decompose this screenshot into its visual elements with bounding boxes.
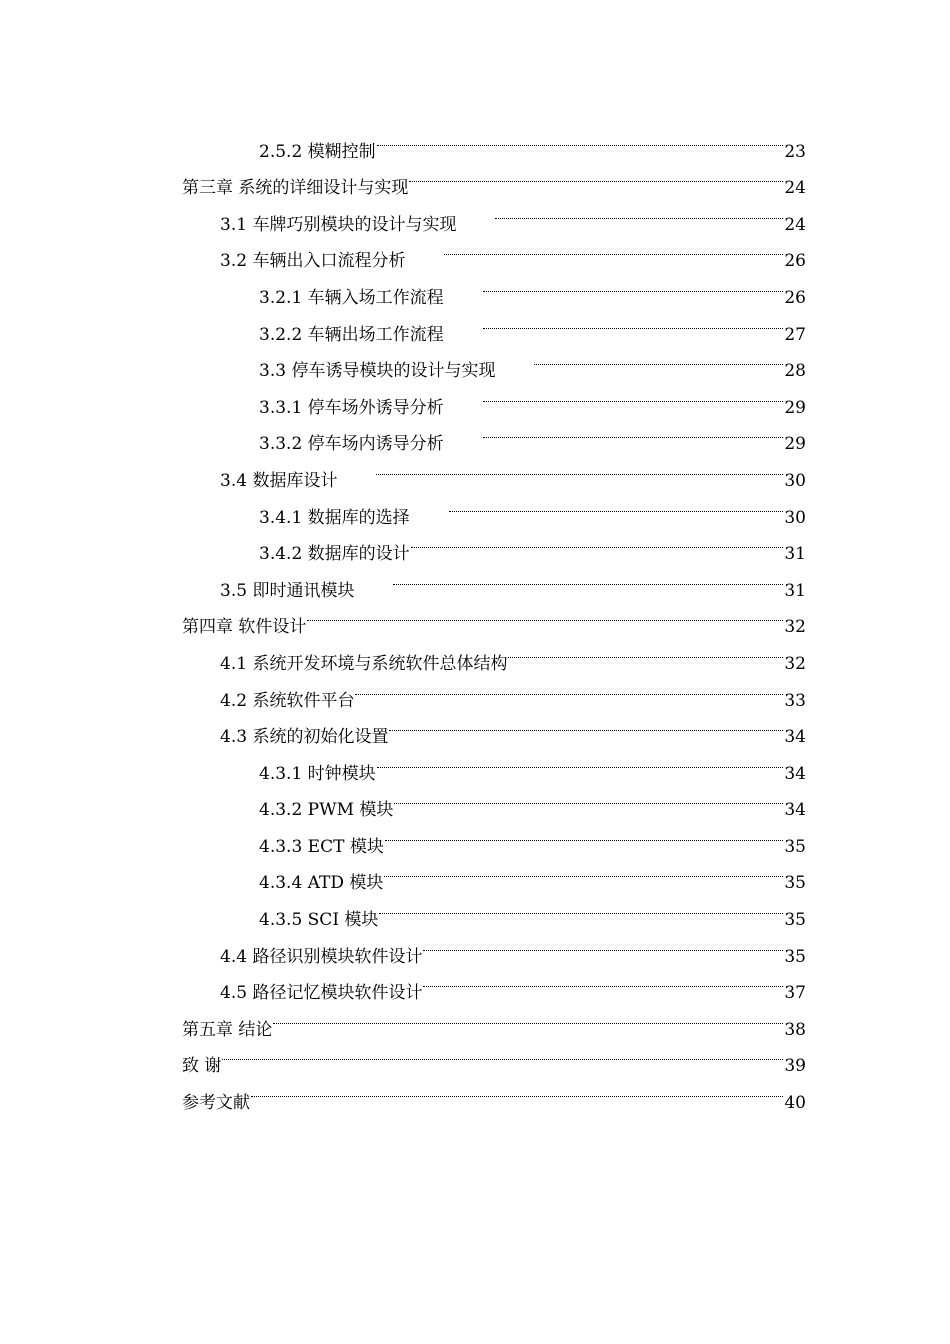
table-of-contents <box>182 120 806 1114</box>
toc-entry[interactable] <box>182 1071 806 1114</box>
toc-entry-title: 4.5 路径记忆模块软件设计 <box>220 983 423 1004</box>
toc-entry-title: 4.3.3 ECT 模块 <box>259 836 384 857</box>
toc-entry[interactable] <box>182 120 806 162</box>
toc-entry[interactable] <box>182 303 806 345</box>
toc-dot-leader <box>508 632 783 669</box>
toc-entry-title: 第四章 软件设计 <box>182 617 307 638</box>
toc-entry[interactable] <box>182 779 806 821</box>
toc-entry[interactable] <box>182 669 806 711</box>
toc-entry[interactable] <box>182 632 806 674</box>
toc-entry-title: 4.3.1 时钟模块 <box>259 763 376 784</box>
toc-dot-leader <box>384 852 783 889</box>
toc-entry-title: 3.4 数据库设计 <box>220 470 338 491</box>
toc-entry-page-number: 33 <box>784 690 806 711</box>
toc-dot-leader <box>355 669 783 706</box>
toc-entry-title: 4.3.5 SCI 模块 <box>259 910 379 931</box>
toc-dot-leader <box>376 449 783 486</box>
toc-dot-leader <box>534 340 783 377</box>
toc-entry-page-number: 26 <box>784 251 806 272</box>
toc-entry-page-number: 27 <box>784 324 806 345</box>
toc-entry-title: 参考文献 <box>182 1093 250 1114</box>
toc-dot-leader <box>483 303 784 340</box>
toc-entry-page-number: 32 <box>784 653 806 674</box>
toc-entry-page-number: 28 <box>784 361 806 382</box>
toc-entry[interactable] <box>182 413 806 455</box>
toc-dot-leader <box>379 888 783 925</box>
toc-dot-leader <box>307 596 783 633</box>
toc-entry-page-number: 35 <box>784 836 806 857</box>
toc-entry[interactable] <box>182 230 806 272</box>
toc-dot-leader <box>251 1071 783 1108</box>
toc-dot-leader <box>444 230 783 267</box>
toc-entry-page-number: 26 <box>784 287 806 308</box>
toc-entry[interactable] <box>182 449 806 491</box>
toc-entry-page-number: 24 <box>784 214 806 235</box>
toc-entry-title: 4.4 路径识别模块软件设计 <box>220 946 423 967</box>
toc-dot-leader <box>411 523 784 560</box>
toc-entry[interactable] <box>182 815 806 857</box>
toc-entry-title: 3.1 车牌巧别模块的设计与实现 <box>220 214 457 235</box>
toc-entry[interactable] <box>182 376 806 418</box>
toc-dot-leader <box>483 266 784 303</box>
toc-entry[interactable] <box>182 1035 806 1077</box>
toc-entry-page-number: 30 <box>784 507 806 528</box>
toc-entry[interactable] <box>182 962 806 1004</box>
toc-entry-page-number: 35 <box>784 910 806 931</box>
toc-entry-title: 4.3 系统的初始化设置 <box>220 727 389 748</box>
toc-entry-page-number: 37 <box>784 983 806 1004</box>
toc-entry-title: 3.3.1 停车场外诱导分析 <box>259 397 444 418</box>
toc-dot-leader <box>377 742 784 779</box>
toc-entry[interactable] <box>182 157 806 199</box>
toc-dot-leader <box>423 925 783 962</box>
toc-entry[interactable] <box>182 925 806 967</box>
toc-entry[interactable] <box>182 852 806 894</box>
toc-entry-title: 4.2 系统软件平台 <box>220 690 355 711</box>
toc-entry[interactable] <box>182 523 806 565</box>
toc-entry[interactable] <box>182 340 806 382</box>
toc-entry-page-number: 30 <box>784 470 806 491</box>
toc-entry[interactable] <box>182 742 806 784</box>
toc-entry-title: 第五章 结论 <box>182 1019 273 1040</box>
toc-entry-title: 3.3 停车诱导模块的设计与实现 <box>259 361 496 382</box>
toc-dot-leader <box>449 486 784 523</box>
toc-entry-page-number: 34 <box>784 727 806 748</box>
toc-entry-page-number: 35 <box>784 873 806 894</box>
toc-entry-title: 3.2.1 车辆入场工作流程 <box>259 287 444 308</box>
toc-entry-title: 致 谢 <box>182 1056 222 1077</box>
toc-entry-title: 3.5 即时通讯模块 <box>220 580 355 601</box>
toc-entry-title: 3.2 车辆出入口流程分析 <box>220 251 406 272</box>
toc-entry-page-number: 23 <box>784 141 806 162</box>
toc-entry-title: 3.4.1 数据库的选择 <box>259 507 410 528</box>
toc-entry[interactable] <box>182 193 806 235</box>
toc-dot-leader <box>423 962 783 999</box>
toc-entry-title: 4.3.4 ATD 模块 <box>259 873 384 894</box>
toc-entry-title: 3.2.2 车辆出场工作流程 <box>259 324 444 345</box>
toc-entry[interactable] <box>182 266 806 308</box>
toc-entry-page-number: 38 <box>784 1019 806 1040</box>
toc-entry-page-number: 34 <box>784 763 806 784</box>
toc-entry-title: 4.3.2 PWM 模块 <box>259 800 394 821</box>
toc-dot-leader <box>389 706 783 743</box>
toc-entry[interactable] <box>182 706 806 748</box>
toc-entry[interactable] <box>182 888 806 931</box>
toc-entry[interactable] <box>182 596 806 638</box>
toc-dot-leader <box>385 815 784 852</box>
toc-entry-page-number: 35 <box>784 946 806 967</box>
toc-entry-page-number: 24 <box>784 178 806 199</box>
toc-dot-leader <box>222 1035 783 1072</box>
toc-dot-leader <box>394 779 783 816</box>
toc-dot-leader <box>273 998 783 1035</box>
toc-dot-leader <box>393 559 783 596</box>
toc-entry[interactable] <box>182 998 806 1040</box>
toc-entry-page-number: 39 <box>784 1056 806 1077</box>
toc-entry-title: 3.3.2 停车场内诱导分析 <box>259 434 444 455</box>
toc-dot-leader <box>495 193 783 230</box>
toc-entry-page-number: 29 <box>784 397 806 418</box>
toc-entry-page-number: 40 <box>784 1093 806 1114</box>
toc-entry-page-number: 32 <box>784 617 806 638</box>
toc-entry-page-number: 34 <box>784 800 806 821</box>
toc-entry[interactable] <box>182 486 806 528</box>
toc-dot-leader <box>377 120 784 157</box>
toc-dot-leader <box>483 376 784 413</box>
toc-dot-leader <box>409 157 783 194</box>
toc-entry-page-number: 29 <box>784 434 806 455</box>
toc-dot-leader <box>483 413 784 450</box>
toc-entry-page-number: 31 <box>784 544 806 565</box>
toc-entry-title: 3.4.2 数据库的设计 <box>259 544 410 565</box>
toc-entry-page-number: 31 <box>784 580 806 601</box>
toc-entry[interactable] <box>182 559 806 601</box>
toc-entry-title: 第三章 系统的详细设计与实现 <box>182 178 409 199</box>
toc-entry-title: 2.5.2 模糊控制 <box>259 141 376 162</box>
toc-entry-title: 4.1 系统开发环境与系统软件总体结构 <box>220 653 508 674</box>
